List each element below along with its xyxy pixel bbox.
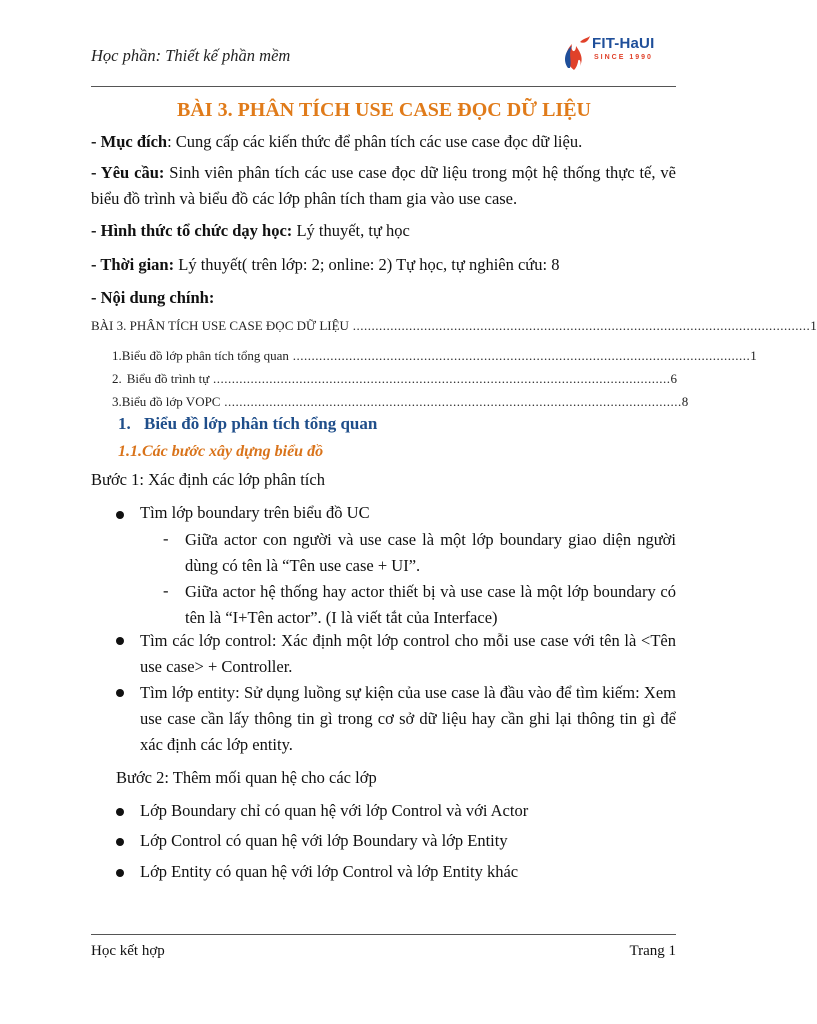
content-heading: - Nội dung chính: xyxy=(91,288,215,307)
footer-label: Học kết hợp xyxy=(91,943,165,959)
flame-icon xyxy=(558,32,592,72)
toc-entry[interactable]: 2. Biểu đồ trình tự .......................................................................................................................... 6 xyxy=(112,371,677,386)
step-2: Bước 2: Thêm mối quan hệ cho các lớp xyxy=(116,768,377,787)
logo-since: SINCE 1990 xyxy=(594,54,653,61)
lesson-title: BÀI 3. PHÂN TÍCH USE CASE ĐỌC DỮ LIỆU xyxy=(177,99,591,121)
purpose-paragraph: - Mục đích: Cung cấp các kiến thức để phân tích các use case đọc dữ liệu. xyxy=(91,132,583,151)
bullet-control: Tìm các lớp control: Xác định một lớp control cho mỗi use case với tên là <Tên use case> + Controller. xyxy=(140,631,676,676)
sub-item-system-actor: Giữa actor hệ thống hay actor thiết bị và use case là một lớp boundary có tên là “I+Tên actor”. (I là viết tắt của Interface) xyxy=(185,582,676,627)
page-footer xyxy=(91,934,676,965)
toc-entry[interactable]: 1. Biểu đồ lớp phân tích tổng quan .......................................................................................................................... 1 xyxy=(112,348,757,363)
bullet xyxy=(116,637,124,645)
sub-item-human-actor: Giữa actor con người và use case là một lớp boundary giao diện người dùng có tên là “Tên use case + UI”. xyxy=(185,530,676,575)
toc-entry[interactable]: 3. Biểu đồ lớp VOPC .......................................................................................................................... 8 xyxy=(112,394,689,409)
course-name: Học phần: Thiết kế phần mềm xyxy=(91,46,291,65)
fit-haui-logo xyxy=(558,32,682,72)
step-1: Bước 1: Xác định các lớp phân tích xyxy=(91,470,325,489)
bullet xyxy=(116,838,124,846)
toc-entry[interactable]: BÀI 3. PHÂN TÍCH USE CASE ĐỌC DỮ LIỆU .......................................................................................................................... 1 xyxy=(91,318,817,333)
form-paragraph: - Hình thức tổ chức dạy học: Lý thuyết, tự học xyxy=(91,221,410,240)
bullet xyxy=(116,808,124,816)
requirement-paragraph: - Yêu cầu: Sinh viên phân tích các use case đọc dữ liệu trong một hệ thống thực tế, vẽ biểu đồ trình và biểu đồ các lớp phân tích tham gia vào use case. xyxy=(91,163,676,208)
bullet xyxy=(116,511,124,519)
section-1-1-heading: 1.1.Các bước xây dựng biểu đồ xyxy=(118,443,324,460)
bullet-boundary: Tìm lớp boundary trên biểu đồ UC xyxy=(140,503,370,522)
dash-marker: - xyxy=(163,529,169,548)
relation-entity: Lớp Entity có quan hệ với lớp Control và lớp Entity khác xyxy=(140,862,519,881)
relation-control: Lớp Control có quan hệ với lớp Boundary và lớp Entity xyxy=(140,831,508,850)
page-header xyxy=(91,28,676,87)
relation-boundary: Lớp Boundary chỉ có quan hệ với lớp Control và với Actor xyxy=(140,801,529,820)
bullet xyxy=(116,689,124,697)
bullet-entity: Tìm lớp entity: Sử dụng luồng sự kiện của use case là đầu vào để tìm kiếm: Xem use case cần lấy thông tin gì trong cơ sở dữ liệu hay cần ghi lại thông tin gì để xác định các lớp entity. xyxy=(140,683,676,754)
dash-marker: - xyxy=(163,581,169,600)
time-paragraph: - Thời gian: Lý thuyết( trên lớp: 2; online: 2) Tự học, tự nghiên cứu: 8 xyxy=(91,255,560,274)
logo-text: FIT-HaUI xyxy=(592,35,655,52)
bullet xyxy=(116,869,124,877)
page-number: Trang 1 xyxy=(629,943,676,959)
